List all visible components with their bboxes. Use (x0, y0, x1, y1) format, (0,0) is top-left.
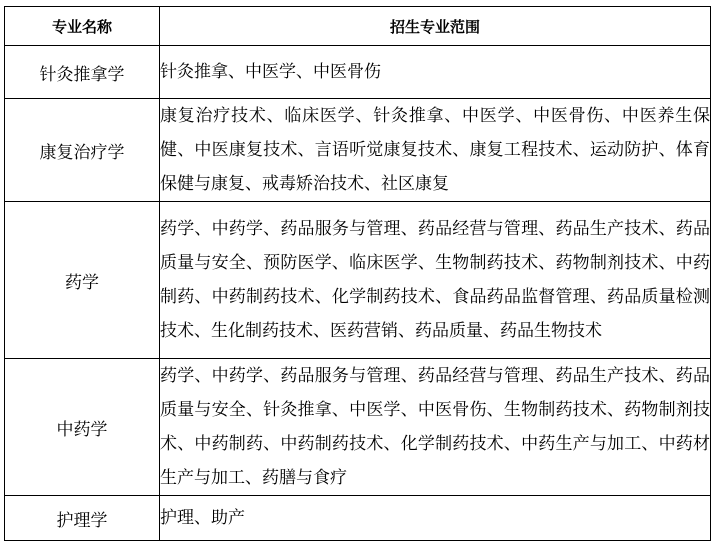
enrollment-scope-cell: 针灸推拿、中医学、中医骨伤 (160, 46, 711, 99)
header-enrollment-scope: 招生专业范围 (160, 7, 711, 46)
table-header (5, 7, 711, 46)
enrollment-scope-cell: 康复治疗技术、临床医学、针灸推拿、中医学、中医骨伤、中医养生保健、中医康复技术、言语听觉康复技术、康复工程技术、运动防护、体育保健与康复、戒毒矫治技术、社区康复 (160, 99, 711, 202)
header-major-name: 专业名称 (5, 7, 160, 46)
major-name-cell: 中药学 (5, 359, 160, 496)
header-row (5, 7, 711, 46)
table-body (5, 46, 711, 541)
enrollment-scope-cell: 护理、助产 (160, 496, 711, 541)
table-row (5, 359, 711, 496)
enrollment-scope-cell: 药学、中药学、药品服务与管理、药品经营与管理、药品生产技术、药品质量与安全、预防医学、临床医学、生物制药技术、药物制剂技术、中药制药、中药制药技术、化学制药技术、食品药品监督管理、药品质量检测技术、生化制药技术、医药营销、药品质量、药品生物技术 (160, 202, 711, 359)
table-row (5, 99, 711, 202)
major-name-cell: 康复治疗学 (5, 99, 160, 202)
major-name-cell: 护理学 (5, 496, 160, 541)
major-name-cell: 针灸推拿学 (5, 46, 160, 99)
table-row (5, 46, 711, 99)
major-name-cell: 药学 (5, 202, 160, 359)
enrollment-majors-table (4, 6, 711, 541)
enrollment-scope-cell: 药学、中药学、药品服务与管理、药品经营与管理、药品生产技术、药品质量与安全、针灸推拿、中医学、中医骨伤、生物制药技术、药物制剂技术、中药制药、中药制药技术、化学制药技术、中药生产与加工、中药材生产与加工、药膳与食疗 (160, 359, 711, 496)
table-row (5, 202, 711, 359)
